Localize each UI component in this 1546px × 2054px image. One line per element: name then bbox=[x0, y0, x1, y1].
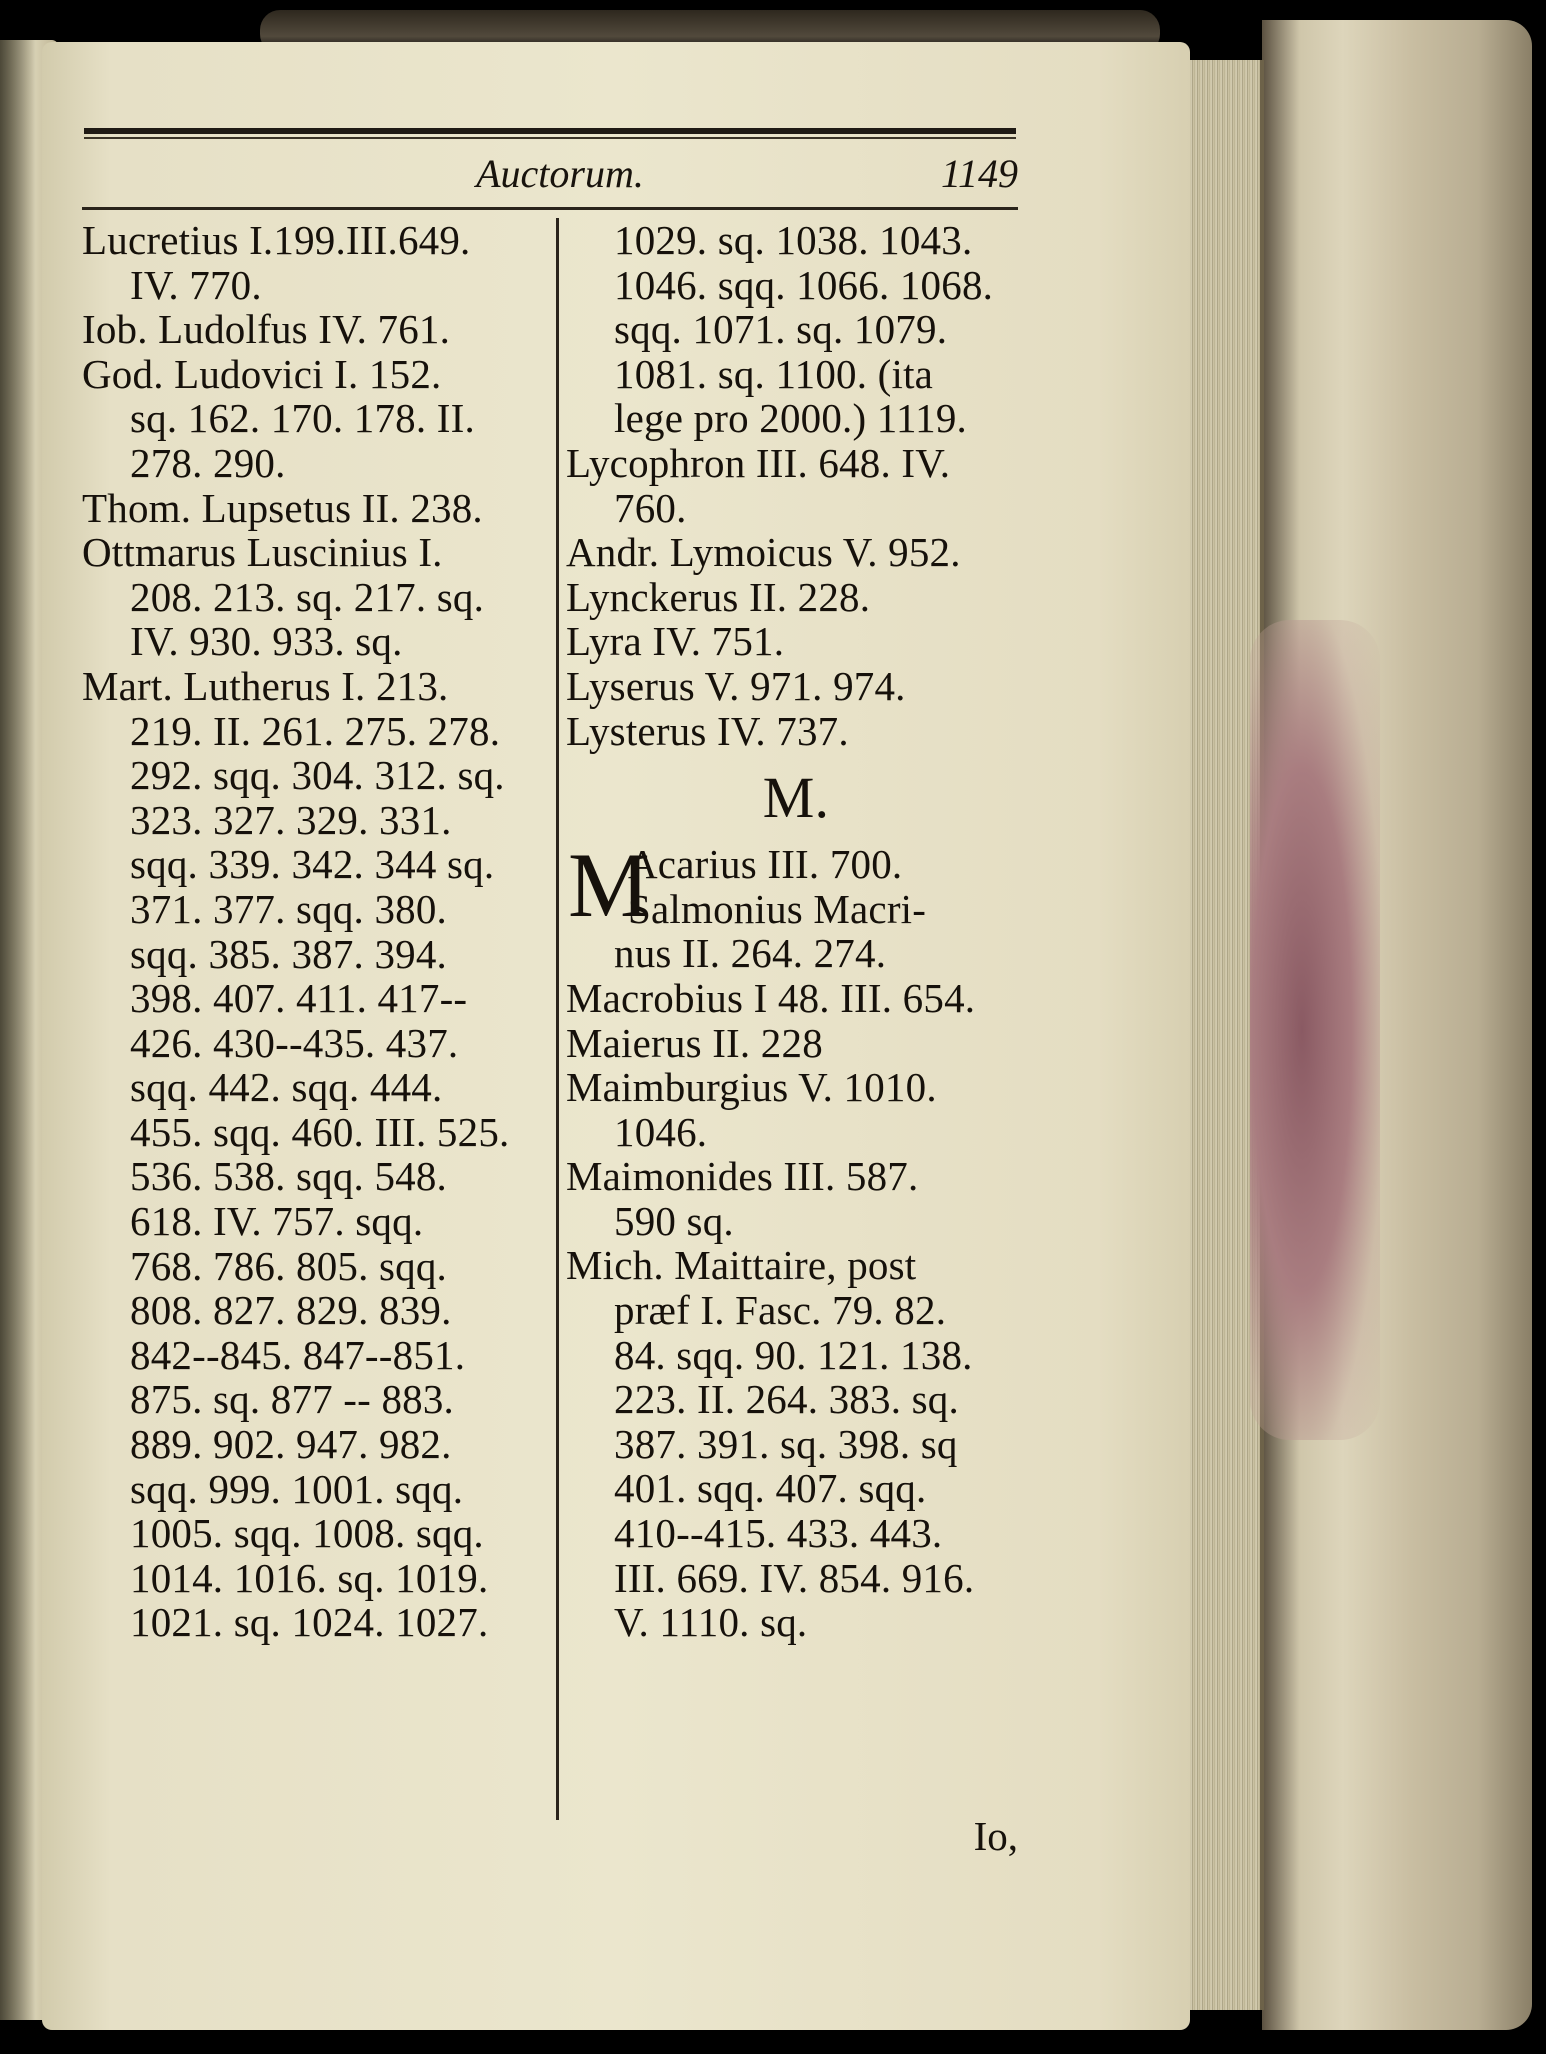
index-line: Ottmarus Luscinius I. bbox=[82, 529, 443, 576]
index-column-left bbox=[82, 218, 538, 1645]
index-line: 455. sqq. 460. III. 525. bbox=[130, 1108, 510, 1155]
index-line: 387. 391. sq. 398. sq bbox=[614, 1420, 958, 1467]
index-line: III. 669. IV. 854. 916. bbox=[614, 1554, 975, 1601]
index-line: 842--845. 847--851. bbox=[130, 1331, 466, 1378]
index-line: 292. sqq. 304. 312. sq. bbox=[130, 752, 505, 799]
index-line: V. 1110. sq. bbox=[614, 1599, 808, 1646]
index-column-right bbox=[566, 218, 1026, 1645]
index-line: 1014. 1016. sq. 1019. bbox=[130, 1554, 489, 1601]
index-line: Lyra IV. 751. bbox=[566, 618, 785, 665]
header-rule bbox=[82, 207, 1018, 210]
index-line: 1029. sq. 1038. 1043. bbox=[614, 217, 973, 263]
index-line: sqq. 385. 387. 394. bbox=[130, 930, 448, 977]
index-line: 426. 430--435. 437. bbox=[130, 1019, 459, 1066]
index-line: Thom. Lupsetus II. 238. bbox=[82, 484, 483, 531]
index-line: nus II. 264. 274. bbox=[614, 930, 887, 977]
index-line: Mich. Maittaire, post bbox=[566, 1242, 917, 1289]
index-line: sqq. 442. sqq. 444. bbox=[130, 1064, 443, 1111]
index-line: IV. 770. bbox=[130, 261, 262, 308]
index-line: 618. IV. 757. sqq. bbox=[130, 1198, 424, 1245]
catchword: Io, bbox=[973, 1813, 1018, 1859]
index-line: Lynckerus II. 228. bbox=[566, 573, 871, 620]
index-line: 768. 786. 805. sqq. bbox=[130, 1242, 448, 1289]
index-line: Acarius III. 700. bbox=[628, 841, 903, 888]
index-line: 371. 377. sqq. 380. bbox=[130, 885, 448, 932]
index-line: 1046. sqq. 1066. 1068. bbox=[614, 261, 994, 308]
index-line: God. Ludovici I. 152. bbox=[82, 350, 442, 397]
index-line: lege pro 2000.) 1119. bbox=[614, 395, 968, 442]
index-line: Iob. Ludolfus IV. 761. bbox=[82, 306, 451, 353]
index-line: 278. 290. bbox=[130, 439, 286, 486]
index-line: 208. 213. sq. 217. sq. bbox=[130, 573, 485, 620]
index-line: Maierus II. 228 bbox=[566, 1019, 823, 1066]
page-number: 1149 bbox=[940, 151, 1018, 196]
index-line: sqq. 1071. sq. 1079. bbox=[614, 306, 948, 353]
index-line: 219. II. 261. 275. 278. bbox=[130, 707, 501, 754]
index-line: 889. 902. 947. 982. bbox=[130, 1421, 452, 1468]
index-line: 410--415. 433. 443. bbox=[614, 1510, 943, 1557]
index-line: præf I. Fasc. 79. 82. bbox=[614, 1287, 947, 1334]
index-line: Macrobius I 48. III. 654. bbox=[566, 974, 976, 1021]
index-line: 536. 538. sqq. 548. bbox=[130, 1153, 448, 1200]
index-line: 1046. bbox=[614, 1108, 708, 1155]
index-line: 1081. sq. 1100. (ita bbox=[614, 350, 934, 397]
index-line: sqq. 999. 1001. sqq. bbox=[130, 1465, 464, 1512]
index-line: 223. II. 264. 383. sq. bbox=[614, 1376, 959, 1423]
index-line: IV. 930. 933. sq. bbox=[130, 618, 403, 665]
index-line: 590 sq. bbox=[614, 1197, 734, 1244]
index-line: 1005. sqq. 1008. sqq. bbox=[130, 1510, 484, 1557]
running-title: Auctorum. bbox=[476, 151, 644, 196]
ornamental-rule bbox=[84, 128, 1016, 134]
index-line: Maimburgius V. 1010. bbox=[566, 1064, 937, 1111]
spine-shadow bbox=[0, 40, 36, 2020]
index-line: Lyserus V. 971. 974. bbox=[566, 662, 906, 709]
index-line: sq. 162. 170. 178. II. bbox=[130, 395, 475, 442]
index-line: 401. sqq. 407. sqq. bbox=[614, 1465, 927, 1512]
index-line: 808. 827. 829. 839. bbox=[130, 1287, 452, 1334]
section-letter: M. bbox=[762, 765, 830, 831]
index-line: 760. bbox=[614, 484, 687, 531]
index-line: 875. sq. 877 -- 883. bbox=[130, 1376, 455, 1423]
index-line: Lysterus IV. 737. bbox=[566, 707, 849, 754]
index-line: sqq. 339. 342. 344 sq. bbox=[130, 841, 495, 888]
index-line: Lycophron III. 648. IV. bbox=[566, 439, 951, 486]
index-line: 398. 407. 411. 417-- bbox=[130, 975, 468, 1022]
index-line: Salmonius Macri- bbox=[628, 885, 927, 932]
index-line: Mart. Lutherus I. 213. bbox=[82, 662, 449, 709]
index-line: 323. 327. 329. 331. bbox=[130, 796, 452, 843]
index-line: 1021. sq. 1024. 1027. bbox=[130, 1599, 489, 1646]
index-line: Lucretius I.199.III.649. bbox=[82, 217, 471, 263]
marbled-stain bbox=[1250, 620, 1380, 1440]
ornamental-rule-thin bbox=[84, 137, 1016, 139]
index-line: Maimonides III. 587. bbox=[566, 1153, 919, 1200]
index-line: 84. sqq. 90. 121. 138. bbox=[614, 1331, 973, 1378]
index-line: Andr. Lymoicus V. 952. bbox=[566, 529, 961, 576]
column-divider bbox=[556, 218, 559, 1820]
drop-capital: M bbox=[568, 834, 651, 937]
